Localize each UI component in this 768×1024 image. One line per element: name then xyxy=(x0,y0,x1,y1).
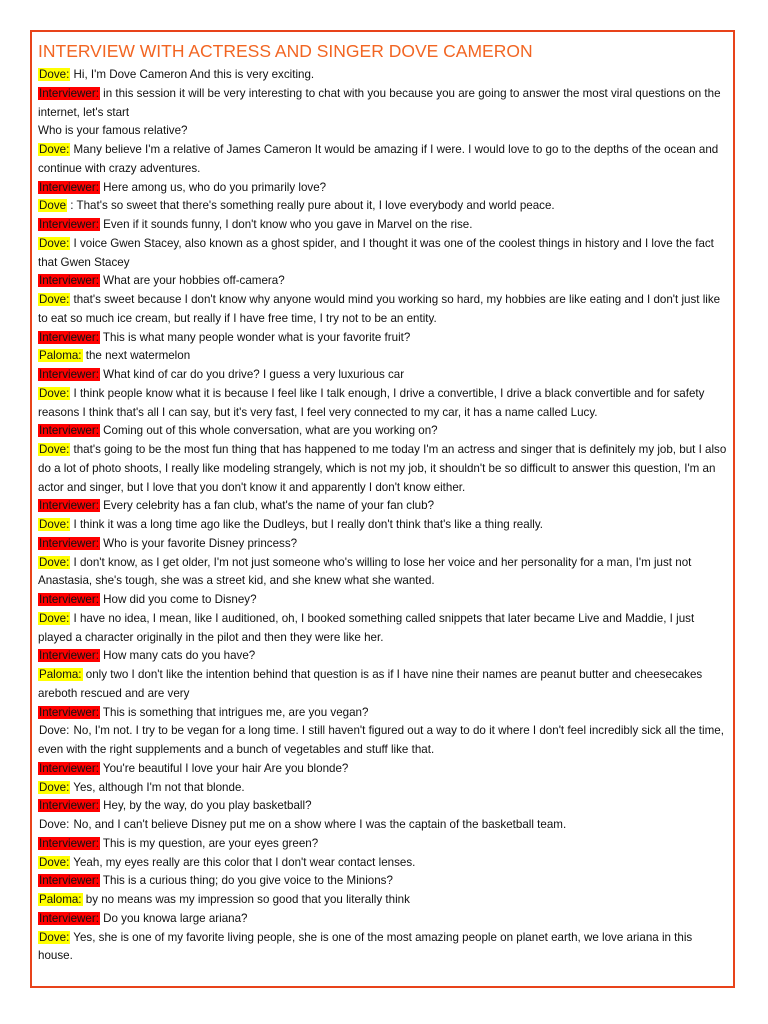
line-text: This is what many people wonder what is your favorite fruit? xyxy=(99,330,411,344)
line-text: What kind of car do you drive? I guess a very luxurious car xyxy=(99,368,405,381)
transcript-line xyxy=(38,235,727,273)
line-text: that's going to be the most fun thing that has happened to me today I'm an actress and singer that is definitely my job, but I also do a lot of photo shoots, I really like modeling strangely, which is not my job, it shouldn't be so difficult to answer this question, I'm an actor and singer, but I love that you don't know it and apparently I don't know either. xyxy=(38,443,727,494)
speaker-label: Dove: xyxy=(39,293,70,306)
transcript-line xyxy=(38,554,727,592)
line-text: Yes, although I'm not that blonde. xyxy=(70,780,245,794)
transcript-line xyxy=(38,272,727,291)
line-text: Here among us, who do you primarily love? xyxy=(99,180,327,194)
line-text: Every celebrity has a fan club, what's the name of your fan club? xyxy=(99,499,435,513)
speaker-label: Interviewer: xyxy=(39,593,99,606)
line-text: Even if it sounds funny, I don't know who you gave in Marvel on the rise. xyxy=(99,218,473,231)
line-text: This is a curious thing; do you give voice to the Minions? xyxy=(99,874,393,888)
transcript-line xyxy=(38,872,727,891)
speaker-label: Dove: xyxy=(39,611,70,625)
document-page xyxy=(30,30,735,988)
transcript-line xyxy=(38,704,727,723)
speaker-label: Interviewer: xyxy=(39,911,99,925)
line-text: Many believe I'm a relative of James Cameron It would be amazing if I were. I would love to go to the depths of the ocean and continue with crazy adventures. xyxy=(38,143,719,175)
line-text: I voice Gwen Stacey, also known as a ghost spider, and I thought it was one of the coolest things in history and I love the fact that Gwen Stacey xyxy=(38,236,714,269)
speaker-label: Interviewer: xyxy=(39,799,99,813)
transcript-line xyxy=(38,497,727,516)
speaker-label: Dove xyxy=(39,199,67,213)
speaker-label: Interviewer: xyxy=(39,536,99,550)
transcript-line xyxy=(38,816,727,835)
transcript-line xyxy=(38,85,727,123)
speaker-label: Interviewer: xyxy=(39,218,99,231)
line-text: I don't know, as I get older, I'm not just someone who's willing to lose her voice and her personality for a man, I'm just not Anastasia, she's tough, she was a street kid, and she knew what she wanted. xyxy=(38,555,692,588)
transcript-line xyxy=(38,291,727,329)
speaker-label: Paloma: xyxy=(39,893,82,906)
line-text: This is something that intrigues me, are you vegan? xyxy=(99,705,369,719)
transcript-line xyxy=(38,854,727,873)
transcript-line xyxy=(38,516,727,535)
speaker-label: Dove: xyxy=(39,855,70,869)
interview-transcript xyxy=(38,66,727,966)
transcript-line xyxy=(38,835,727,854)
line-text: What are your hobbies off-camera? xyxy=(99,274,285,288)
transcript-line xyxy=(38,347,727,366)
transcript-line xyxy=(38,760,727,779)
line-text: Yes, she is one of my favorite living people, she is one of the most amazing people on planet earth, we love ariana in this house. xyxy=(38,930,693,963)
speaker-label: Dove: xyxy=(39,780,70,794)
transcript-line xyxy=(38,535,727,554)
line-text: Hi, I'm Dove Cameron And this is very exciting. xyxy=(70,68,315,81)
speaker-label: Interviewer: xyxy=(39,499,99,513)
speaker-label: Dove: xyxy=(39,236,70,250)
line-text: This is my question, are your eyes green? xyxy=(99,836,319,850)
transcript-line xyxy=(38,797,727,816)
line-text: in this session it will be very interesting to chat with you because you are going to answer the most viral questions on the internet, let's start xyxy=(38,86,721,119)
speaker-label: Paloma: xyxy=(39,668,82,681)
speaker-label: Interviewer: xyxy=(39,649,99,663)
line-text: the next watermelon xyxy=(82,349,191,363)
line-text: Who is your famous relative? xyxy=(38,124,188,138)
line-text: I think people know what it is because I feel like I talk enough, I drive a convertible, I drive a black convertible and for safety reasons I think that's all I can say, but it's very fast, I feel very connected to my car, it has a name called Lucy. xyxy=(38,386,705,419)
speaker-label: Interviewer: xyxy=(39,705,99,719)
line-text: Hey, by the way, do you play basketball? xyxy=(99,799,312,813)
speaker-label: Dove: xyxy=(39,143,70,156)
speaker-label: Interviewer: xyxy=(39,274,99,288)
transcript-line xyxy=(38,66,727,85)
transcript-line xyxy=(38,591,727,610)
transcript-line xyxy=(38,441,727,497)
speaker-label: Dove: xyxy=(39,386,70,400)
speaker-label: Dove: xyxy=(39,930,70,944)
line-text: by no means was my impression so good that you literally think xyxy=(82,893,410,906)
line-text: How many cats do you have? xyxy=(99,649,256,663)
speaker-label: Interviewer: xyxy=(39,330,99,344)
speaker-label: Interviewer: xyxy=(39,86,99,100)
line-text: No, and I can't believe Disney put me on a show where I was the captain of the basketball team. xyxy=(70,818,567,831)
line-text: only two I don't like the intention behind that question is as if I have nine their names are peanut butter and cheesecakes areboth rescued and are very xyxy=(38,668,703,700)
line-text: Who is your favorite Disney princess? xyxy=(99,536,298,550)
transcript-line xyxy=(38,422,727,441)
transcript-line xyxy=(38,910,727,929)
transcript-line xyxy=(38,385,727,423)
transcript-line xyxy=(38,329,727,348)
transcript-line xyxy=(38,366,727,385)
speaker-label: Interviewer: xyxy=(39,836,99,850)
speaker-label: Interviewer: xyxy=(39,761,99,775)
speaker-label: Dove: xyxy=(39,818,70,831)
transcript-line xyxy=(38,779,727,798)
document-title: INTERVIEW WITH ACTRESS AND SINGER DOVE CAMERON xyxy=(38,41,533,61)
line-text: I have no idea, I mean, like I auditioned, oh, I booked something called snippets that later became Live and Maddie, I just played a character originally in the pilot and then they were like her. xyxy=(38,611,695,644)
transcript-line xyxy=(38,891,727,910)
transcript-line xyxy=(38,610,727,648)
speaker-label: Interviewer: xyxy=(39,424,99,438)
line-text: Do you knowa large ariana? xyxy=(99,911,248,925)
speaker-label: Dove: xyxy=(39,68,70,81)
transcript-line xyxy=(38,666,727,704)
transcript-line xyxy=(38,929,727,967)
speaker-label: Interviewer: xyxy=(39,180,99,194)
speaker-label: Dove: xyxy=(39,518,70,531)
speaker-label: Dove: xyxy=(39,555,70,569)
line-text: How did you come to Disney? xyxy=(99,593,257,606)
transcript-line xyxy=(38,647,727,666)
speaker-label: Paloma: xyxy=(39,349,82,363)
speaker-label: Interviewer: xyxy=(39,874,99,888)
transcript-line xyxy=(38,722,727,760)
transcript-line xyxy=(38,141,727,179)
transcript-line xyxy=(38,197,727,216)
line-text: I think it was a long time ago like the Dudleys, but I really don't think that's like a thing really. xyxy=(70,518,544,531)
speaker-label: Interviewer: xyxy=(39,368,99,381)
transcript-line xyxy=(38,216,727,235)
line-text: : That's so sweet that there's something really pure about it, I love everybody and world peace. xyxy=(67,199,555,213)
line-text: that's sweet because I don't know why anyone would mind you working so hard, my hobbies are like eating and I don't just like to eat so much ice cream, but really if I have free time, I try not to be an entity. xyxy=(38,293,721,325)
line-text: Coming out of this whole conversation, what are you working on? xyxy=(99,424,438,438)
line-text: No, I'm not. I try to be vegan for a long time. I still haven't figured out a way to do it where I don't feel incredibly sick all the time, even with the right supplements and a bunch of vegetables and stuff like that. xyxy=(38,724,724,756)
line-text: Yeah, my eyes really are this color that I don't wear contact lenses. xyxy=(70,855,416,869)
transcript-line xyxy=(38,122,727,141)
speaker-label: Dove: xyxy=(39,443,70,456)
transcript-line xyxy=(38,179,727,198)
line-text: You're beautiful I love your hair Are you blonde? xyxy=(99,761,349,775)
speaker-label: Dove: xyxy=(39,724,70,738)
